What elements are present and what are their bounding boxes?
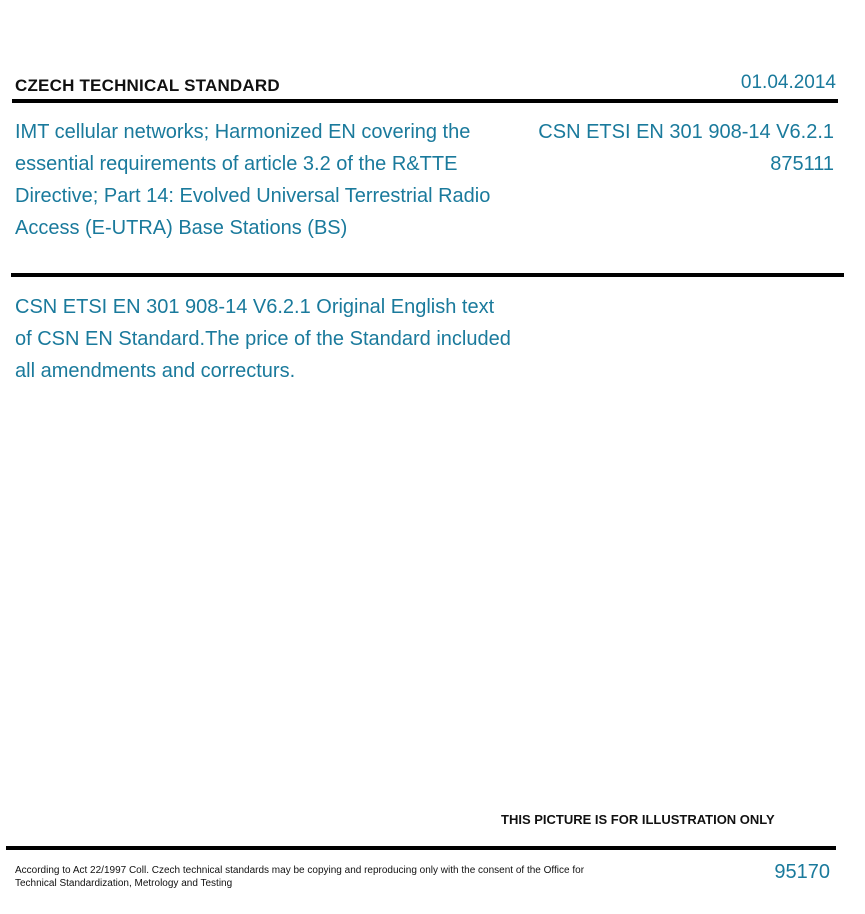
document-number: 95170	[774, 861, 830, 883]
footer-divider	[6, 846, 836, 850]
publication-date: 01.04.2014	[740, 72, 836, 93]
header-divider	[12, 99, 838, 103]
standard-code: CSN ETSI EN 301 908-14 V6.2.1	[538, 121, 834, 143]
legal-notice: According to Act 22/1997 Coll. Czech technical standards may be copying and reproducing only with the consent of the Office for Technical Standardization, Metrology and Testing	[15, 865, 585, 889]
standard-title: IMT cellular networks; Harmonized EN covering the essential requirements of article 3.2 of the R&TTE Directive; Part 14: Evolved Universal Terrestrial Radio Access (E-UTRA) Base Stations (BS)	[15, 121, 491, 239]
illustration-disclaimer: THIS PICTURE IS FOR ILLUSTRATION ONLY	[501, 812, 775, 827]
section-divider	[11, 273, 844, 277]
standard-description: CSN ETSI EN 301 908-14 V6.2.1 Original English text of CSN EN Standard.The price of the Standard included all amendments and correcturs.	[15, 296, 511, 382]
catalog-number: 875111	[770, 153, 834, 175]
document-type-heading: CZECH TECHNICAL STANDARD	[15, 76, 280, 95]
